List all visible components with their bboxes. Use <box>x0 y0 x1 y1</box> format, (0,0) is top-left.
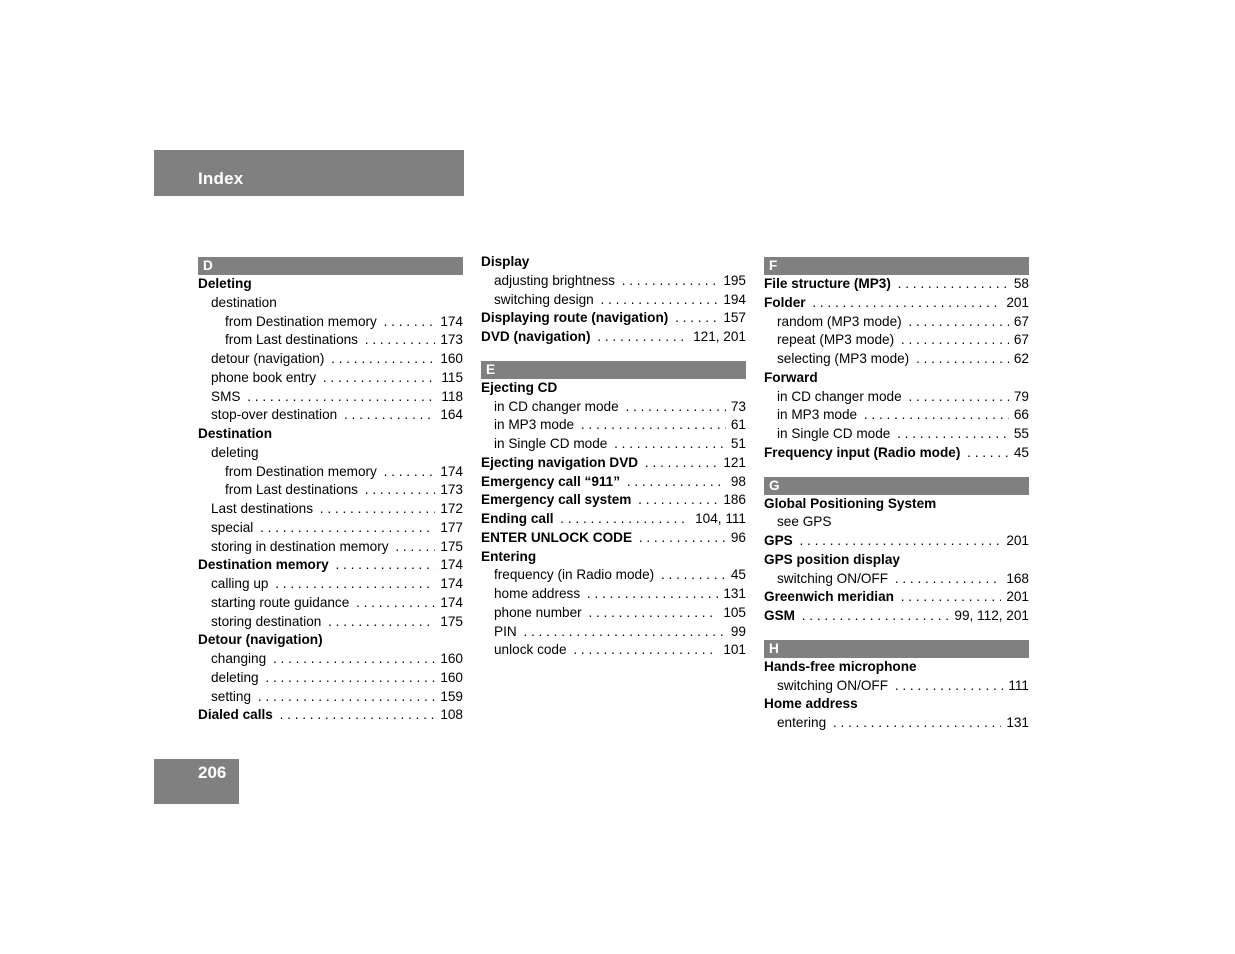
entry-term: see GPS <box>777 514 832 530</box>
index-entry <box>481 398 746 417</box>
index-entry <box>198 688 463 707</box>
entry-term: Dialed calls <box>198 707 276 722</box>
page-number-tab <box>154 759 239 804</box>
index-entry <box>764 275 1029 294</box>
entry-term: adjusting brightness <box>494 273 618 288</box>
entry-page-ref: 177 <box>435 519 463 538</box>
index-entry <box>764 350 1029 369</box>
page-title: Index <box>198 169 244 188</box>
index-entry <box>481 379 746 398</box>
index-entry <box>764 495 1029 514</box>
entry-page-ref: 58 <box>1009 275 1029 294</box>
entry-term: Forward <box>764 369 818 385</box>
section-header: G <box>764 477 1029 495</box>
entry-term: in Single CD mode <box>777 426 893 441</box>
index-entry <box>198 444 463 463</box>
entry-term: changing <box>211 651 269 666</box>
entry-term: phone number <box>494 605 585 620</box>
entry-term: Greenwich meridian <box>764 589 897 604</box>
index-entry <box>764 658 1029 677</box>
entry-page-ref: 195 <box>718 272 746 291</box>
index-entry <box>198 631 463 650</box>
entry-page-ref: 164 <box>435 406 463 425</box>
entry-page-ref: 96 <box>726 529 746 548</box>
index-entry <box>481 328 746 347</box>
index-entry <box>481 309 746 328</box>
entry-term: SMS <box>211 389 243 404</box>
index-entry <box>764 677 1029 696</box>
entry-term: detour (navigation) <box>211 351 327 366</box>
entry-page-ref: 174 <box>435 556 463 575</box>
entry-page-ref: 160 <box>435 350 463 369</box>
entry-term: from Destination memory <box>225 464 380 479</box>
entry-term: repeat (MP3 mode) <box>777 332 897 347</box>
entry-page-ref: 201 <box>1001 532 1029 551</box>
index-entry <box>764 425 1029 444</box>
entry-page-ref: 174 <box>435 463 463 482</box>
index-entry <box>481 548 746 567</box>
index-entry <box>764 406 1029 425</box>
index-entry <box>481 585 746 604</box>
entry-page-ref: 66 <box>1009 406 1029 425</box>
index-entry <box>198 594 463 613</box>
entry-term: Hands-free microphone <box>764 658 917 674</box>
entry-term: Entering <box>481 548 537 564</box>
entry-page-ref: 99, 112, 201 <box>949 607 1029 626</box>
index-entry <box>198 538 463 557</box>
entry-page-ref: 101 <box>718 641 746 660</box>
entry-term: ENTER UNLOCK CODE <box>481 530 635 545</box>
entry-term: frequency (in Radio mode) <box>494 567 657 582</box>
index-entry <box>481 604 746 623</box>
index-entry <box>481 435 746 454</box>
index-entry <box>198 313 463 332</box>
entry-page-ref: 174 <box>435 313 463 332</box>
entry-term: GPS position display <box>764 551 900 567</box>
index-entry <box>198 519 463 538</box>
entry-term: Destination memory <box>198 557 332 572</box>
entry-page-ref: 51 <box>726 435 746 454</box>
index-entry <box>481 566 746 585</box>
header-bar <box>154 150 464 196</box>
index-entry <box>764 532 1029 551</box>
entry-term: switching ON/OFF <box>777 678 891 693</box>
entry-term: storing in destination memory <box>211 539 392 554</box>
entry-page-ref: 118 <box>436 388 463 407</box>
entry-page-ref: 174 <box>435 575 463 594</box>
entry-page-ref: 173 <box>435 481 463 500</box>
index-entry <box>481 491 746 510</box>
entry-page-ref: 111 <box>1003 677 1029 696</box>
entry-page-ref: 61 <box>726 416 746 435</box>
entry-term: Global Positioning System <box>764 495 937 511</box>
entry-page-ref: 174 <box>435 594 463 613</box>
entry-page-ref: 79 <box>1009 388 1029 407</box>
entry-term: GSM <box>764 608 798 623</box>
entry-page-ref: 121, 201 <box>688 328 746 347</box>
entry-page-ref: 108 <box>435 706 463 725</box>
entry-page-ref: 98 <box>726 473 746 492</box>
index-entry <box>481 253 746 272</box>
index-entry <box>198 706 463 725</box>
index-entry <box>198 481 463 500</box>
entry-page-ref: 157 <box>718 309 746 328</box>
entry-term: selecting (MP3 mode) <box>777 351 912 366</box>
entry-term: Frequency input (Radio mode) <box>764 445 963 460</box>
index-entry <box>198 613 463 632</box>
section-header: F <box>764 257 1029 275</box>
index-entry <box>198 369 463 388</box>
index-entry <box>198 406 463 425</box>
entry-page-ref: 168 <box>1001 570 1029 589</box>
entry-term: Displaying route (navigation) <box>481 310 671 325</box>
index-entry <box>198 669 463 688</box>
index-entry <box>198 556 463 575</box>
entry-page-ref: 99 <box>726 623 746 642</box>
index-entry <box>764 331 1029 350</box>
index-column-2 <box>481 253 746 660</box>
entry-page-ref: 172 <box>435 500 463 519</box>
entry-term: entering <box>777 715 829 730</box>
entry-term: GPS <box>764 533 796 548</box>
entry-page-ref: 121 <box>718 454 746 473</box>
entry-page-ref: 45 <box>726 566 746 585</box>
entry-term: setting <box>211 689 254 704</box>
entry-term: calling up <box>211 576 271 591</box>
entry-page-ref: 131 <box>1001 714 1029 733</box>
index-entry <box>764 714 1029 733</box>
index-entry <box>198 463 463 482</box>
entry-term: Emergency call “911” <box>481 474 623 489</box>
entry-term: in CD changer mode <box>494 399 622 414</box>
entry-page-ref: 67 <box>1009 313 1029 332</box>
entry-term: Home address <box>764 696 858 712</box>
index-column-3 <box>764 253 1029 733</box>
entry-term: Display <box>481 254 530 269</box>
index-entry <box>481 291 746 310</box>
index-entry <box>198 650 463 669</box>
index-entry <box>764 551 1029 570</box>
entry-term: File structure (MP3) <box>764 276 894 291</box>
entry-page-ref: 201 <box>1001 588 1029 607</box>
index-entry <box>764 369 1029 388</box>
index-entry <box>198 425 463 444</box>
entry-term: phone book entry <box>211 370 319 385</box>
section-header: H <box>764 640 1029 658</box>
entry-page-ref: 67 <box>1009 331 1029 350</box>
index-entry <box>764 313 1029 332</box>
entry-page-ref: 115 <box>436 369 463 388</box>
index-entry <box>198 500 463 519</box>
entry-term: Destination <box>198 426 273 441</box>
entry-term: DVD (navigation) <box>481 329 594 344</box>
entry-term: in MP3 mode <box>494 417 577 432</box>
index-column-1 <box>198 253 463 725</box>
entry-term: Last destinations <box>211 501 316 516</box>
entry-term: in MP3 mode <box>777 407 860 422</box>
index-entry <box>764 444 1029 463</box>
entry-page-ref: 175 <box>435 613 463 632</box>
entry-term: Ending call <box>481 511 557 526</box>
entry-term: Deleting <box>198 276 252 291</box>
entry-page-ref: 55 <box>1009 425 1029 444</box>
entry-term: from Last destinations <box>225 482 361 497</box>
entry-page-ref: 194 <box>718 291 746 310</box>
entry-term: in CD changer mode <box>777 389 905 404</box>
section-header: E <box>481 361 746 379</box>
index-entry <box>481 454 746 473</box>
entry-term: switching design <box>494 292 597 307</box>
entry-term: random (MP3 mode) <box>777 314 905 329</box>
entry-page-ref: 175 <box>435 538 463 557</box>
entry-term: Folder <box>764 295 809 310</box>
index-entry <box>764 588 1029 607</box>
entry-page-ref: 160 <box>435 650 463 669</box>
index-entry <box>764 570 1029 589</box>
entry-page-ref: 62 <box>1009 350 1029 369</box>
entry-term: deleting <box>211 444 259 460</box>
entry-term: from Last destinations <box>225 332 361 347</box>
entry-page-ref: 201 <box>1001 294 1029 313</box>
entry-term: home address <box>494 586 583 601</box>
entry-term: from Destination memory <box>225 314 380 329</box>
entry-term: destination <box>211 294 277 310</box>
entry-term: switching ON/OFF <box>777 571 891 586</box>
index-entry <box>481 529 746 548</box>
index-entry <box>481 416 746 435</box>
entry-page-ref: 104, 111 <box>690 510 746 529</box>
entry-term: starting route guidance <box>211 595 352 610</box>
entry-term: PIN <box>494 624 520 639</box>
index-entry <box>198 350 463 369</box>
entry-term: stop-over destination <box>211 407 340 422</box>
entry-page-ref: 173 <box>435 331 463 350</box>
entry-term: deleting <box>211 670 262 685</box>
index-entry <box>764 607 1029 626</box>
entry-term: Emergency call system <box>481 492 634 507</box>
index-entry <box>481 510 746 529</box>
section-header: D <box>198 257 463 275</box>
entry-page-ref: 160 <box>435 669 463 688</box>
index-entry <box>481 272 746 291</box>
entry-term: special <box>211 520 256 535</box>
entry-page-ref: 186 <box>718 491 746 510</box>
index-entry <box>481 623 746 642</box>
index-entry <box>481 641 746 660</box>
index-entry <box>198 294 463 313</box>
entry-page-ref: 159 <box>435 688 463 707</box>
index-entry <box>198 388 463 407</box>
entry-term: Detour (navigation) <box>198 632 323 648</box>
entry-term: Ejecting CD <box>481 379 558 395</box>
entry-term: in Single CD mode <box>494 436 610 451</box>
entry-term: Ejecting navigation DVD <box>481 455 641 470</box>
entry-page-ref: 45 <box>1009 444 1029 463</box>
index-entry <box>198 331 463 350</box>
page-number: 206 <box>198 763 227 782</box>
entry-term: unlock code <box>494 642 570 657</box>
index-entry <box>481 473 746 492</box>
index-entry <box>764 294 1029 313</box>
index-entry <box>198 275 463 294</box>
entry-page-ref: 105 <box>718 604 746 623</box>
entry-term: storing destination <box>211 614 324 629</box>
entry-page-ref: 131 <box>718 585 746 604</box>
entry-page-ref: 73 <box>726 398 746 417</box>
index-entry <box>764 513 1029 532</box>
index-entry <box>198 575 463 594</box>
index-entry <box>764 388 1029 407</box>
index-entry <box>764 695 1029 714</box>
